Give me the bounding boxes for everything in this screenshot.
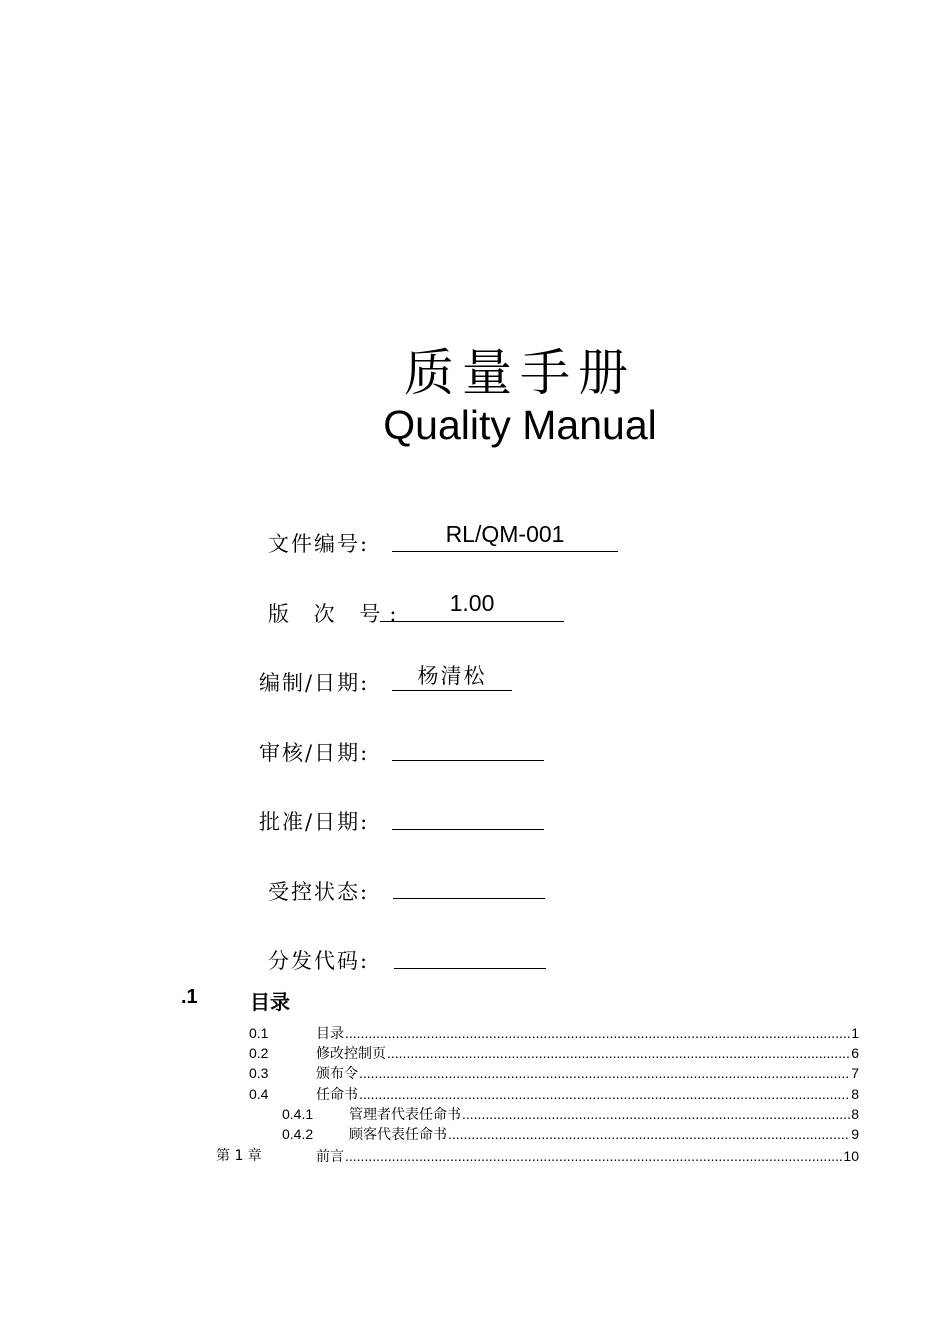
toc-entry-title: 前言 [316,1149,344,1165]
toc-entry-number: 0.4.1 [282,1106,314,1122]
toc-entry[interactable] [249,1043,859,1063]
toc-entry-number: 0.4.2 [282,1126,314,1142]
toc-entry-page: 7 [851,1065,859,1081]
toc-entry-title: 顾客代表任命书 [349,1127,447,1143]
field-label-approved-date: 批准/日期: [259,810,370,834]
field-label-reviewed-date: 审核/日期: [259,741,370,765]
field-label-control-status: 受控状态: [268,880,370,904]
toc-entry-page: 8 [851,1106,859,1122]
toc-entry[interactable] [216,1146,859,1166]
toc-leader-dots [359,1084,850,1104]
toc-entry-title: 目录 [316,1026,344,1042]
toc-leader-dots [345,1146,842,1166]
toc-entry-page: 6 [851,1045,859,1061]
toc-entry-number: 0.2 [249,1045,269,1061]
toc-leader-dots [345,1023,850,1043]
toc-entry-number: 0.4 [249,1086,269,1102]
toc-heading-title: 目录 [250,990,290,1014]
toc-heading-number: .1 [181,986,198,1008]
field-label-revision: 版 次 号: [268,602,406,626]
toc-entry-title: 管理者代表任命书 [349,1107,461,1123]
toc-entry[interactable] [282,1124,859,1144]
toc-entry-page: 1 [851,1025,859,1041]
field-label-distribution-code: 分发代码: [268,949,370,973]
document-title-chinese: 质量手册 [404,344,636,402]
field-value-document-number: RL/QM-001 [445,521,565,547]
field-value-revision: 1.00 [449,590,495,616]
toc-entry-number: 0.1 [249,1025,269,1041]
field-underline-document-number [392,551,618,552]
field-underline-revision [380,621,564,622]
toc-entry-title: 修改控制页 [316,1046,386,1062]
toc-entry-title: 颁布令 [316,1066,358,1082]
toc-entry[interactable] [249,1063,859,1083]
toc-entry-page: 9 [851,1126,859,1142]
toc-entry[interactable] [249,1023,859,1043]
toc-leader-dots [462,1104,850,1124]
field-underline-prepared [392,690,512,691]
toc-entry-page: 8 [851,1086,859,1102]
field-underline-control-status [393,898,545,899]
toc-entry[interactable] [249,1084,859,1104]
toc-entry-number: 第 1 章 [216,1148,262,1164]
toc-entry-number: 0.3 [249,1065,269,1081]
field-underline-distribution-code [394,968,546,969]
toc-leader-dots [359,1063,850,1083]
toc-leader-dots [387,1043,850,1063]
toc-entry-title: 任命书 [316,1087,358,1103]
field-label-document-number: 文件编号: [268,532,370,556]
document-title-english: Quality Manual [383,402,657,448]
field-value-prepared-by: 杨清松 [417,664,487,688]
toc-entry-page: 10 [843,1148,859,1164]
field-underline-approved [392,829,544,830]
field-label-prepared-date: 编制/日期: [259,671,370,695]
field-underline-reviewed [392,760,544,761]
toc-leader-dots [448,1124,850,1144]
toc-entry[interactable] [282,1104,859,1124]
